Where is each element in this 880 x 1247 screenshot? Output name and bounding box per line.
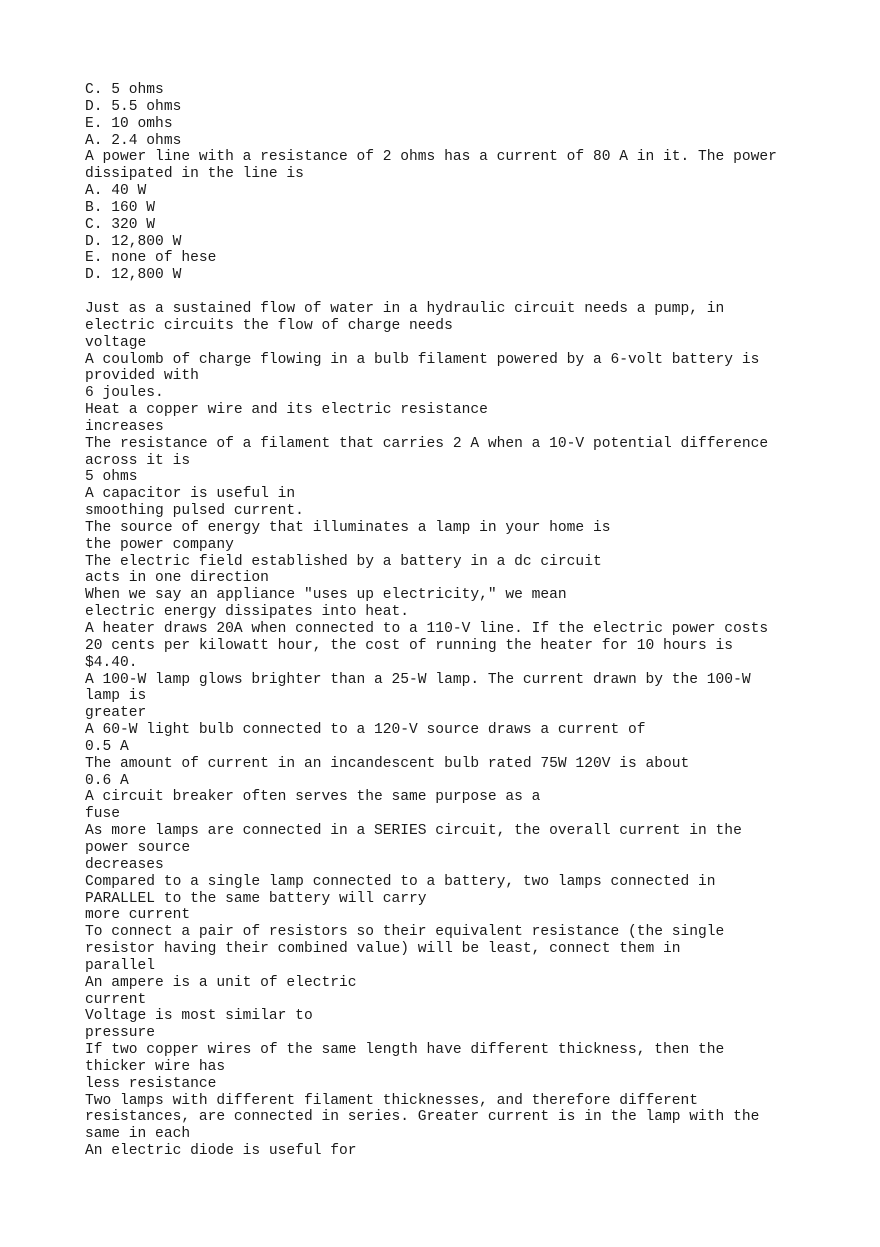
text-line: pressure	[85, 1025, 156, 1042]
text-line: voltage	[85, 334, 147, 351]
text-line: A 100-W lamp glows brighter than a 25-W lamp. The current drawn by the 100-W	[85, 671, 751, 688]
text-line: the power company	[85, 536, 234, 553]
text-line: The amount of current in an incandescent bulb rated 75W 120V is about	[85, 755, 690, 772]
text-line: dissipated in the line is	[85, 166, 304, 183]
text-line: increases	[85, 418, 164, 435]
text-line: The resistance of a filament that carries 2 A when a 10-V potential difference	[85, 435, 769, 452]
text-line: thicker wire has	[85, 1058, 226, 1075]
text-line: PARALLEL to the same battery will carry	[85, 890, 427, 907]
text-line: electric circuits the flow of charge needs	[85, 317, 453, 334]
text-line: across it is	[85, 452, 191, 469]
text-line: B. 160 W	[85, 199, 156, 216]
text-line: A 60-W light bulb connected to a 120-V source draws a current of	[85, 722, 646, 739]
text-line: lamp is	[85, 688, 147, 705]
text-line: power source	[85, 839, 191, 856]
text-line: same in each	[85, 1126, 191, 1143]
text-line: current	[85, 991, 147, 1008]
text-line: A. 40 W	[85, 183, 147, 200]
text-line: fuse	[85, 806, 121, 823]
text-line: parallel	[85, 957, 156, 974]
text-line: A capacitor is useful in	[85, 486, 296, 503]
text-line: less resistance	[85, 1075, 217, 1092]
text-line: 5 ohms	[85, 469, 138, 486]
text-line: C. 5 ohms	[85, 82, 164, 98]
text-line: Two lamps with different filament thicknesses, and therefore different	[85, 1092, 699, 1109]
text-line: Just as a sustained flow of water in a hydraulic circuit needs a pump, in	[85, 300, 725, 317]
text-line: C. 320 W	[85, 216, 156, 233]
text-line: $4.40.	[85, 654, 138, 671]
text-line: smoothing pulsed current.	[85, 503, 304, 520]
text-line: To connect a pair of resistors so their equivalent resistance (the single	[85, 924, 725, 941]
text-line: A. 2.4 ohms	[85, 132, 182, 149]
text-line: An ampere is a unit of electric	[85, 974, 357, 991]
text-line: resistor having their combined value) will be least, connect them in	[85, 941, 681, 958]
text-line: E. none of hese	[85, 250, 217, 267]
text-line: more current	[85, 907, 191, 924]
text-line: Heat a copper wire and its electric resistance	[85, 402, 488, 419]
text-line: When we say an appliance "uses up electricity," we mean	[85, 587, 567, 604]
text-line: E. 10 omhs	[85, 115, 173, 132]
text-line: The source of energy that illuminates a lamp in your home is	[85, 519, 611, 536]
text-line: 0.5 A	[85, 738, 129, 755]
text-line: 0.6 A	[85, 772, 129, 789]
text-line: acts in one direction	[85, 570, 269, 587]
text-line: greater	[85, 705, 147, 722]
text-line: A coulomb of charge flowing in a bulb filament powered by a 6-volt battery is	[85, 351, 760, 368]
text-line: As more lamps are connected in a SERIES circuit, the overall current in the	[85, 823, 742, 840]
text-line: D. 5.5 ohms	[85, 98, 182, 115]
text-line: 6 joules.	[85, 385, 164, 402]
text-line: decreases	[85, 856, 164, 873]
document-page	[85, 82, 865, 1160]
text-line: A power line with a resistance of 2 ohms has a current of 80 A in it. The power	[85, 149, 777, 166]
text-line: D. 12,800 W	[85, 233, 182, 250]
text-line: A circuit breaker often serves the same purpose as a	[85, 789, 541, 806]
text-line: Compared to a single lamp connected to a battery, two lamps connected in	[85, 873, 716, 890]
text-line: provided with	[85, 368, 199, 385]
text-line: An electric diode is useful for	[85, 1143, 357, 1160]
text-line: 20 cents per kilowatt hour, the cost of running the heater for 10 hours is	[85, 637, 734, 654]
text-line: The electric field established by a battery in a dc circuit	[85, 553, 602, 570]
text-line: Voltage is most similar to	[85, 1008, 313, 1025]
text-line: D. 12,800 W	[85, 267, 182, 284]
text-line: resistances, are connected in series. Greater current is in the lamp with the	[85, 1109, 760, 1126]
text-line: A heater draws 20A when connected to a 110-V line. If the electric power costs	[85, 621, 769, 637]
blank-line	[85, 284, 865, 301]
text-line: electric energy dissipates into heat.	[85, 604, 410, 621]
text-line: If two copper wires of the same length have different thickness, then the	[85, 1042, 725, 1059]
